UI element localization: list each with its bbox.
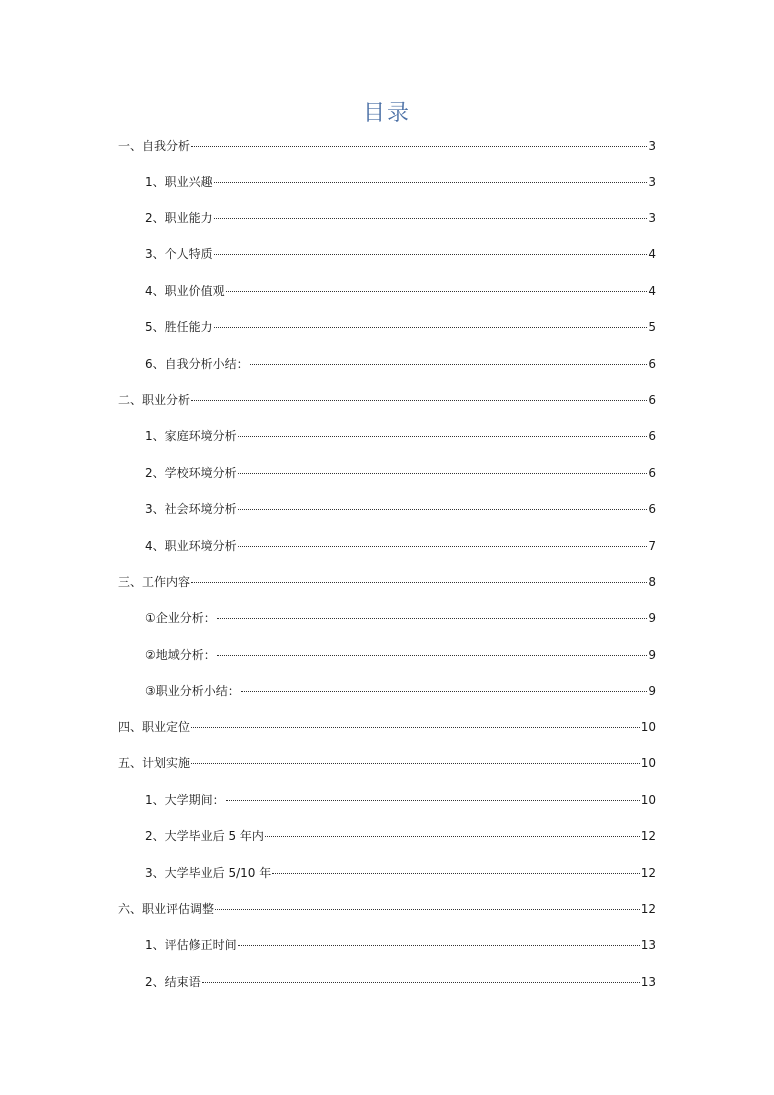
- toc-entry-page: 6: [648, 466, 656, 480]
- toc-entry-label: 5、胜任能力: [145, 320, 213, 334]
- toc-title: 目录: [362, 101, 411, 126]
- toc-leader-dots: [214, 254, 648, 255]
- toc-leader-dots: [238, 473, 648, 474]
- toc-leader-dots: [215, 909, 640, 910]
- toc-leader-dots: [214, 327, 648, 328]
- toc-leader-dots: [241, 691, 648, 692]
- toc-leader-dots: [191, 727, 640, 728]
- toc-entry[interactable]: [118, 717, 656, 737]
- toc-entry[interactable]: [145, 790, 656, 810]
- toc-entry-page: 7: [648, 539, 656, 553]
- toc-leader-dots: [250, 364, 648, 365]
- toc-entry-page: 10: [640, 720, 656, 734]
- toc-entry-page: 10: [640, 793, 656, 807]
- toc-entry[interactable]: [145, 536, 656, 556]
- toc-entry-label: 1、职业兴趣: [145, 175, 213, 189]
- toc-entry-label: 4、职业价值观: [145, 284, 225, 298]
- toc-entry[interactable]: [145, 317, 656, 337]
- toc-entry[interactable]: [145, 426, 656, 446]
- toc-entry-page: 9: [648, 611, 656, 625]
- toc-entry-label: 二、职业分析: [118, 393, 191, 407]
- toc-entry-page: 3: [648, 211, 656, 225]
- toc-entry-page: 5: [648, 320, 656, 334]
- toc-entry[interactable]: [145, 681, 656, 701]
- toc-leader-dots: [238, 546, 648, 547]
- toc-entry-page: 10: [640, 756, 656, 770]
- toc-entry-page: 9: [648, 648, 656, 662]
- toc-entry[interactable]: [145, 608, 656, 628]
- toc-entry-page: 13: [640, 938, 656, 952]
- toc-entry-page: 6: [648, 502, 656, 516]
- toc-entry-label: 六、职业评估调整: [118, 902, 215, 916]
- toc-entry-label: 2、学校环境分析: [145, 466, 237, 480]
- toc-leader-dots: [217, 655, 648, 656]
- toc-leader-dots: [238, 945, 640, 946]
- toc-entry[interactable]: [145, 935, 656, 955]
- toc-entry-label: ②地域分析：: [145, 648, 216, 662]
- toc-entry-page: 12: [640, 902, 656, 916]
- toc-entry-label: 1、家庭环境分析: [145, 429, 237, 443]
- toc-entry-label: 4、职业环境分析: [145, 539, 237, 553]
- toc-leader-dots: [238, 509, 648, 510]
- toc-entry-label: 五、计划实施: [118, 756, 191, 770]
- toc-entry-label: 1、大学期间：: [145, 793, 225, 807]
- toc-leader-dots: [238, 436, 648, 437]
- toc-entry[interactable]: [145, 826, 656, 846]
- toc-leader-dots: [265, 836, 640, 837]
- toc-leader-dots: [202, 982, 640, 983]
- toc-entry-page: 6: [648, 393, 656, 407]
- toc-entry-page: 6: [648, 357, 656, 371]
- toc-entry-label: 2、职业能力: [145, 211, 213, 225]
- toc-leader-dots: [226, 291, 648, 292]
- toc-entry[interactable]: [118, 390, 656, 410]
- toc-entry[interactable]: [145, 208, 656, 228]
- toc-entry-page: 9: [648, 684, 656, 698]
- toc-entry-label: 3、社会环境分析: [145, 502, 237, 516]
- toc-entry[interactable]: [145, 172, 656, 192]
- toc-entry-page: 12: [640, 866, 656, 880]
- toc-entry[interactable]: [118, 136, 656, 156]
- toc-entry-label: 1、评估修正时间: [145, 938, 237, 952]
- toc-entry-label: ①企业分析：: [145, 611, 216, 625]
- toc-entry[interactable]: [145, 645, 656, 665]
- toc-entry[interactable]: [145, 281, 656, 301]
- toc-leader-dots: [217, 618, 648, 619]
- toc-entry[interactable]: [118, 753, 656, 773]
- toc-entry[interactable]: [145, 499, 656, 519]
- toc-leader-dots: [191, 582, 647, 583]
- toc-entry-label: 2、结束语: [145, 975, 201, 989]
- toc-entry[interactable]: [118, 572, 656, 592]
- toc-entry-label: 三、工作内容: [118, 575, 191, 589]
- toc-entry-label: 6、自我分析小结：: [145, 357, 249, 371]
- toc-entry-label: 3、个人特质: [145, 247, 213, 261]
- toc-leader-dots: [191, 146, 647, 147]
- toc-entry-page: 3: [648, 175, 656, 189]
- toc-entry-page: 3: [648, 139, 656, 153]
- toc-entry[interactable]: [145, 863, 656, 883]
- toc-entry[interactable]: [118, 899, 656, 919]
- toc-entry[interactable]: [145, 972, 656, 992]
- toc-entry-page: 8: [648, 575, 656, 589]
- toc-entry-label: ③职业分析小结：: [145, 684, 240, 698]
- toc-entry[interactable]: [145, 354, 656, 374]
- toc-leader-dots: [191, 763, 640, 764]
- toc-entry[interactable]: [145, 463, 656, 483]
- toc-entry-page: 6: [648, 429, 656, 443]
- toc-leader-dots: [226, 800, 640, 801]
- toc-entry-page: 4: [648, 247, 656, 261]
- toc-leader-dots: [191, 400, 647, 401]
- toc-entry-page: 13: [640, 975, 656, 989]
- toc-entry-label: 2、大学毕业后 5 年内: [145, 829, 264, 843]
- toc-entry-label: 一、自我分析: [118, 139, 191, 153]
- toc-entry-label: 四、职业定位: [118, 720, 191, 734]
- toc-entry-page: 12: [640, 829, 656, 843]
- toc-entry[interactable]: [145, 244, 656, 264]
- toc-leader-dots: [214, 182, 648, 183]
- toc-entry-page: 4: [648, 284, 656, 298]
- toc-entry-label: 3、大学毕业后 5/10 年: [145, 866, 272, 880]
- toc-leader-dots: [214, 218, 648, 219]
- toc-leader-dots: [272, 873, 640, 874]
